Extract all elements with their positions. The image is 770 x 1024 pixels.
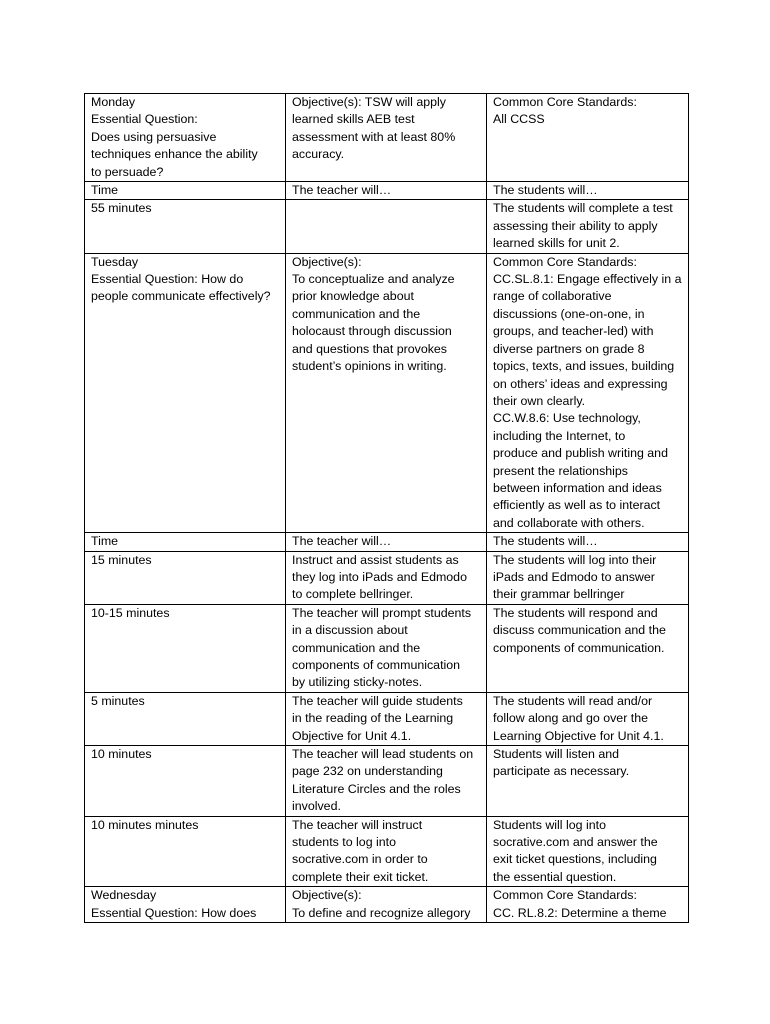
cell-text-line: exit ticket questions, including [493, 852, 657, 867]
day-time-cell [85, 94, 286, 182]
teacher-cell [286, 604, 487, 692]
cell-text-line: Does using persuasive [91, 129, 217, 144]
student-cell [487, 604, 689, 692]
table-row [85, 816, 689, 887]
cell-text-line: range of collaborative [493, 289, 612, 304]
cell-text-line: CC.SL.8.1: Engage effectively in a [493, 272, 682, 287]
cell-text-line: socrative.com in order to [292, 852, 428, 867]
cell-text-line: Essential Question: How do [91, 272, 244, 287]
teacher-cell [286, 692, 487, 745]
cell-text-line: the essential question. [493, 869, 617, 884]
cell-text-line: Instruct and assist students as [292, 552, 459, 567]
cell-text-line: Tuesday [91, 254, 139, 269]
student-cell [487, 692, 689, 745]
cell-text-line: students to log into [292, 835, 397, 850]
day-time-cell [85, 253, 286, 533]
cell-text-line: Common Core Standards: [493, 95, 637, 109]
teacher-cell [286, 551, 487, 604]
cell-text-line: Objective(s): [292, 888, 362, 903]
cell-text-line: prior knowledge about [292, 289, 414, 304]
cell-text-line: their grammar bellringer [493, 587, 625, 602]
table-row [85, 887, 689, 923]
cell-text-line: Common Core Standards: [493, 888, 637, 903]
cell-text-line: The teacher will… [292, 534, 392, 549]
cell-text-line: follow along and go over the [493, 711, 648, 726]
student-cell [487, 816, 689, 887]
cell-text-line: present the relationships [493, 463, 629, 478]
cell-text-line: The students will read and/or [493, 693, 653, 708]
cell-text-line: communication and the [292, 640, 421, 655]
cell-text-line: Learning Objective for Unit 4.1. [493, 728, 664, 743]
cell-text-line: efficiently as well as to interact [493, 498, 661, 513]
cell-text-line: they log into iPads and Edmodo [292, 569, 467, 584]
cell-text-line: assessment with at least 80% [292, 129, 456, 144]
day-time-cell [85, 887, 286, 923]
teacher-cell [286, 816, 487, 887]
cell-text-line: groups, and teacher-led) with [493, 324, 654, 339]
table-row [85, 94, 689, 182]
cell-text-line: The teacher will instruct [292, 817, 423, 832]
cell-text-line: Common Core Standards: [493, 254, 637, 269]
cell-text-line: The teacher will… [292, 183, 392, 198]
cell-text-line: iPads and Edmodo to answer [493, 569, 655, 584]
cell-text-line: complete their exit ticket. [292, 869, 429, 884]
cell-text-line: 10 minutes minutes [91, 817, 199, 832]
cell-text-line: discuss communication and the [493, 623, 666, 638]
cell-text-line: topics, texts, and issues, building [493, 359, 675, 374]
cell-text-line: 10 minutes [91, 747, 152, 762]
day-time-cell [85, 533, 286, 551]
cell-text-line: Objective(s): TSW will apply [292, 95, 446, 109]
teacher-cell [286, 533, 487, 551]
cell-text-line: The students will… [493, 534, 598, 549]
cell-text-line: socrative.com and answer the [493, 835, 658, 850]
cell-text-line: Essential Question: How does [91, 905, 257, 920]
cell-text-line: learned skills for unit 2. [493, 236, 620, 251]
cell-text-line: Literature Circles and the roles [292, 781, 461, 796]
day-time-cell [85, 551, 286, 604]
cell-text-line: Monday [91, 95, 136, 109]
cell-text-line: involved. [292, 799, 341, 814]
teacher-cell [286, 746, 487, 817]
cell-text-line: page 232 on understanding [292, 764, 443, 779]
student-cell [487, 253, 689, 533]
teacher-cell [286, 200, 487, 253]
cell-text-line: components of communication [292, 658, 461, 672]
table-row [85, 746, 689, 817]
table-row [85, 182, 689, 200]
cell-text-line: produce and publish writing and [493, 446, 668, 461]
day-time-cell [85, 200, 286, 253]
cell-text-line: Time [91, 534, 119, 549]
table-row [85, 551, 689, 604]
table-row [85, 253, 689, 533]
lesson-plan-body [85, 94, 689, 923]
cell-text-line: accuracy. [292, 147, 345, 162]
cell-text-line: including the Internet, to [493, 428, 626, 443]
cell-text-line: The teacher will guide students [292, 693, 463, 708]
cell-text-line: Objective(s): [292, 254, 362, 269]
cell-text-line: To conceptualize and analyze [292, 272, 455, 287]
cell-text-line: CC.W.8.6: Use technology, [493, 411, 641, 426]
student-cell [487, 533, 689, 551]
cell-text-line: To define and recognize allegory [292, 905, 471, 920]
table-row [85, 200, 689, 253]
cell-text-line: The students will… [493, 183, 598, 198]
day-time-cell [85, 816, 286, 887]
cell-text-line: by utilizing sticky-notes. [292, 675, 423, 690]
cell-text-line: The students will log into their [493, 552, 657, 567]
cell-text-line: in a discussion about [292, 623, 408, 638]
cell-text-line: Students will listen and [493, 747, 620, 762]
cell-text-line: people communicate effectively? [91, 289, 271, 304]
cell-text-line: and questions that provokes [292, 341, 447, 356]
day-time-cell [85, 746, 286, 817]
cell-text-line: discussions (one-on-one, in [493, 306, 645, 321]
teacher-cell [286, 182, 487, 200]
cell-text-line: on others’ ideas and expressing [493, 376, 668, 391]
cell-text-line: in the reading of the Learning [292, 711, 454, 726]
cell-text-line: The teacher will prompt students [292, 605, 472, 620]
day-time-cell [85, 604, 286, 692]
table-row [85, 604, 689, 692]
cell-text-line: assessing their ability to apply [493, 218, 658, 233]
cell-text-line: 55 minutes [91, 201, 152, 216]
teacher-cell [286, 887, 487, 923]
cell-text-line: diverse partners on grade 8 [493, 341, 645, 356]
cell-text-line: 10-15 minutes [91, 605, 170, 620]
cell-text-line: Essential Question: [91, 112, 198, 127]
cell-text-line: and collaborate with others. [493, 515, 645, 530]
cell-text-line: to persuade? [91, 164, 164, 179]
cell-text-line: The students will complete a test [493, 201, 673, 216]
cell-text-line: to complete bellringer. [292, 587, 414, 602]
cell-text-line: participate as necessary. [493, 764, 630, 779]
day-time-cell [85, 182, 286, 200]
cell-text-line: learned skills AEB test [292, 112, 415, 127]
lesson-plan-table [84, 93, 689, 923]
day-time-cell [85, 692, 286, 745]
student-cell [487, 551, 689, 604]
cell-text-line: Students will log into [493, 817, 606, 832]
cell-text-line: CC. RL.8.2: Determine a theme [493, 905, 667, 920]
cell-text-line: 15 minutes [91, 552, 152, 567]
teacher-cell [286, 94, 487, 182]
cell-text-line: Time [91, 183, 119, 198]
cell-text-line: 5 minutes [91, 693, 145, 708]
cell-text-line: All CCSS [493, 112, 545, 127]
student-cell [487, 182, 689, 200]
cell-text-line: holocaust through discussion [292, 324, 452, 339]
cell-text-line: The teacher will lead students on [292, 747, 474, 762]
student-cell [487, 746, 689, 817]
cell-text-line: communication and the [292, 306, 421, 321]
cell-text-line: components of communication. [493, 640, 665, 655]
cell-text-line: techniques enhance the ability [91, 147, 258, 162]
cell-text-line: The students will respond and [493, 605, 658, 620]
cell-text-line: their own clearly. [493, 393, 586, 408]
cell-text-line: Objective for Unit 4.1. [292, 728, 412, 743]
cell-text-line: student’s opinions in writing. [292, 359, 447, 374]
cell-text-line: between information and ideas [493, 480, 662, 495]
student-cell [487, 94, 689, 182]
table-row [85, 533, 689, 551]
teacher-cell [286, 253, 487, 533]
student-cell [487, 887, 689, 923]
table-row [85, 692, 689, 745]
cell-text-line: Wednesday [91, 888, 157, 903]
student-cell [487, 200, 689, 253]
